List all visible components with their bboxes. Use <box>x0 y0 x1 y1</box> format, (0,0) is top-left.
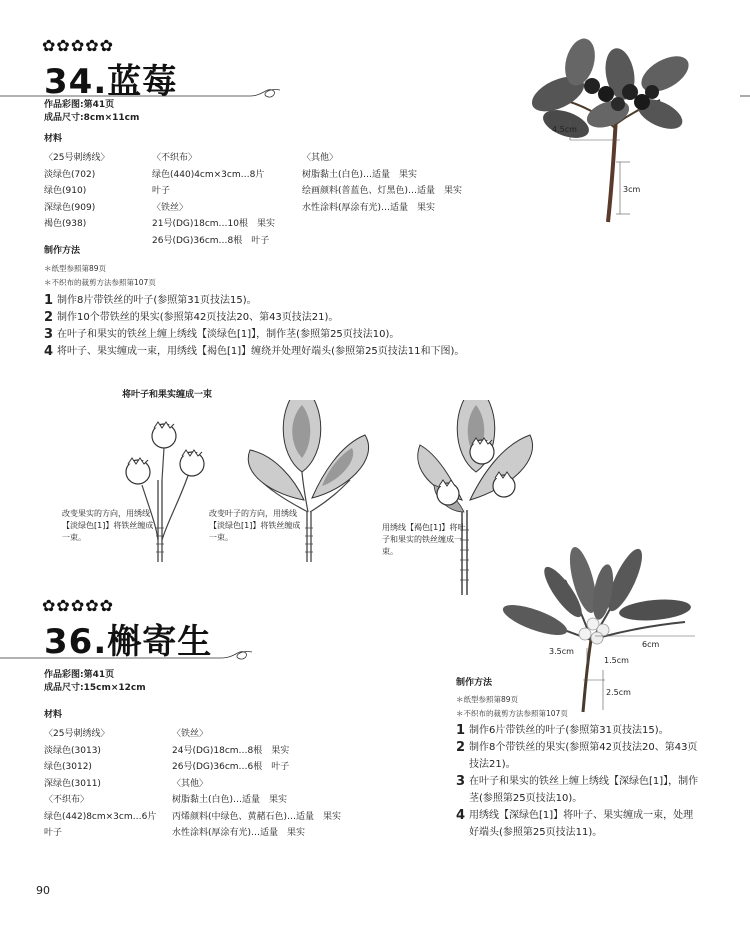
materials-heading: 材料 <box>44 134 63 144</box>
list-item: 〈不织布〉 <box>44 795 90 805</box>
list-item: 26号(DG)36cm…6根 叶子 <box>172 762 290 772</box>
bundling-diagram <box>90 400 540 600</box>
step-item: 2 制作8个带铁丝的果实(参照第42页技法20、第43页技法21)。 <box>456 740 698 770</box>
list-item: 深绿色(909) <box>44 202 96 213</box>
list-item: 叶子 <box>152 186 171 196</box>
step-item: 1 制作8片带铁丝的叶子(参照第31页技法15)。 <box>44 293 257 308</box>
title-underline <box>0 644 300 664</box>
wire-other-list <box>172 727 341 843</box>
dimension-label: 3cm <box>623 185 641 194</box>
steps-list <box>456 722 701 841</box>
diagram-caption: 改变叶子的方向，用绣线【淡绿色[1]】将铁丝缠成一束。 <box>209 509 301 542</box>
steps-list <box>44 292 489 360</box>
note: ＊不织布的裁剪方法参照第107页 <box>44 278 156 287</box>
dimension-label: 2.5cm <box>606 688 631 697</box>
method-heading: 制作方法 <box>44 246 81 256</box>
photo-page: 作品彩图:第41页 <box>44 670 115 680</box>
list-item: 〈25号刺绣线〉 <box>44 729 110 739</box>
page-number: 90 <box>36 884 50 897</box>
list-item: 绘画颜料(普蓝色、灯黑色)…适量 果实 <box>302 186 463 196</box>
list-item: 淡绿色(702) <box>44 169 96 180</box>
difficulty-rating: ✿✿✿✿✿ <box>42 36 115 55</box>
step-item: 3 在叶子和果实的铁丝上缠上绣线【淡绿色[1]】，制作茎(参照第25页技法10)。 <box>44 327 400 342</box>
dimension-label: 4.5cm <box>552 125 577 134</box>
list-item: 绿色(442)8cm×3cm…6片 <box>44 811 157 822</box>
difficulty-rating: ✿✿✿✿✿ <box>42 596 115 615</box>
photo-page: 作品彩图:第41页 <box>44 100 115 110</box>
step-item: 4 用绣线【深绿色[1]】将叶子、果实缠成一束，处理好端头(参照第25页技法11)。 <box>456 808 694 838</box>
list-item: 叶子 <box>44 828 63 838</box>
step-item: 1 制作6片带铁丝的叶子(参照第31页技法15)。 <box>456 723 669 738</box>
step-item: 4 将叶子、果实缠成一束，用绣线【褐色[1]】缠绕并处理好端头(参照第25页技法11和下图)。 <box>44 344 465 359</box>
diagram-caption: 用绣线【褐色[1]】将叶子和果实的铁丝缠成一束。 <box>382 523 466 556</box>
diagram-caption: 改变果实的方向，用绣线【淡绿色[1]】将铁丝缠成一束。 <box>62 509 154 542</box>
list-item: 〈铁丝〉 <box>172 729 209 739</box>
list-item: 〈25号刺绣线〉 <box>44 153 110 163</box>
list-item: 24号(DG)18cm…8根 果实 <box>172 745 290 756</box>
list-item: 〈其他〉 <box>172 778 209 789</box>
dimension-label: 3.5cm <box>549 647 574 656</box>
page-title: 36.槲寄生 <box>44 622 213 662</box>
page-title: 34.蓝莓 <box>44 62 178 102</box>
thread-felt-list <box>44 727 156 843</box>
list-item: 绿色(910) <box>44 186 87 196</box>
list-item: 水性涂料(厚涂有光)…适量 果实 <box>172 828 306 838</box>
blueberry-photo <box>520 34 750 234</box>
list-item: 丙烯颜料(中绿色、黄赭石色)…适量 果实 <box>172 811 342 822</box>
other-list <box>302 151 462 217</box>
list-item: 〈其他〉 <box>302 153 339 163</box>
dimension-label: 1.5cm <box>604 656 629 665</box>
list-item: 褐色(938) <box>44 219 87 229</box>
list-item: 深绿色(3011) <box>44 778 101 789</box>
list-item: 〈不织布〉 <box>152 153 198 163</box>
list-item: 水性涂料(厚涂有光)…适量 果实 <box>302 202 436 213</box>
list-item: 〈铁丝〉 <box>152 202 189 213</box>
note: ＊纸型参照第89页 <box>456 695 519 704</box>
list-item: 绿色(440)4cm×3cm…8片 <box>152 169 265 180</box>
thread-list <box>44 151 109 234</box>
finished-size: 成品尺寸:15cm×12cm <box>44 683 146 693</box>
list-item: 21号(DG)18cm…10根 果实 <box>152 219 275 229</box>
dimension-label: 6cm <box>642 640 660 649</box>
list-item: 树脂黏土(白色)…适量 果实 <box>302 169 418 180</box>
note: ＊不织布的裁剪方法参照第107页 <box>456 709 568 718</box>
note: ＊纸型参照第89页 <box>44 264 107 273</box>
step-item: 2 制作10个带铁丝的果实(参照第42页技法20、第43页技法21)。 <box>44 310 339 325</box>
felt-wire-list <box>152 151 275 250</box>
list-item: 绿色(3012) <box>44 762 92 772</box>
method-heading: 制作方法 <box>456 678 493 688</box>
diagram-title: 将叶子和果实缠成一束 <box>122 390 213 400</box>
materials-heading: 材料 <box>44 710 63 720</box>
step-item: 3 在叶子和果实的铁丝上缠上绣线【深绿色[1]】，制作茎(参照第25页技法10)。 <box>456 774 699 804</box>
finished-size: 成品尺寸:8cm×11cm <box>44 113 140 123</box>
list-item: 树脂黏土(白色)…适量 果实 <box>172 795 288 805</box>
list-item: 淡绿色(3013) <box>44 745 101 756</box>
list-item: 26号(DG)36cm…8根 叶子 <box>152 235 270 246</box>
